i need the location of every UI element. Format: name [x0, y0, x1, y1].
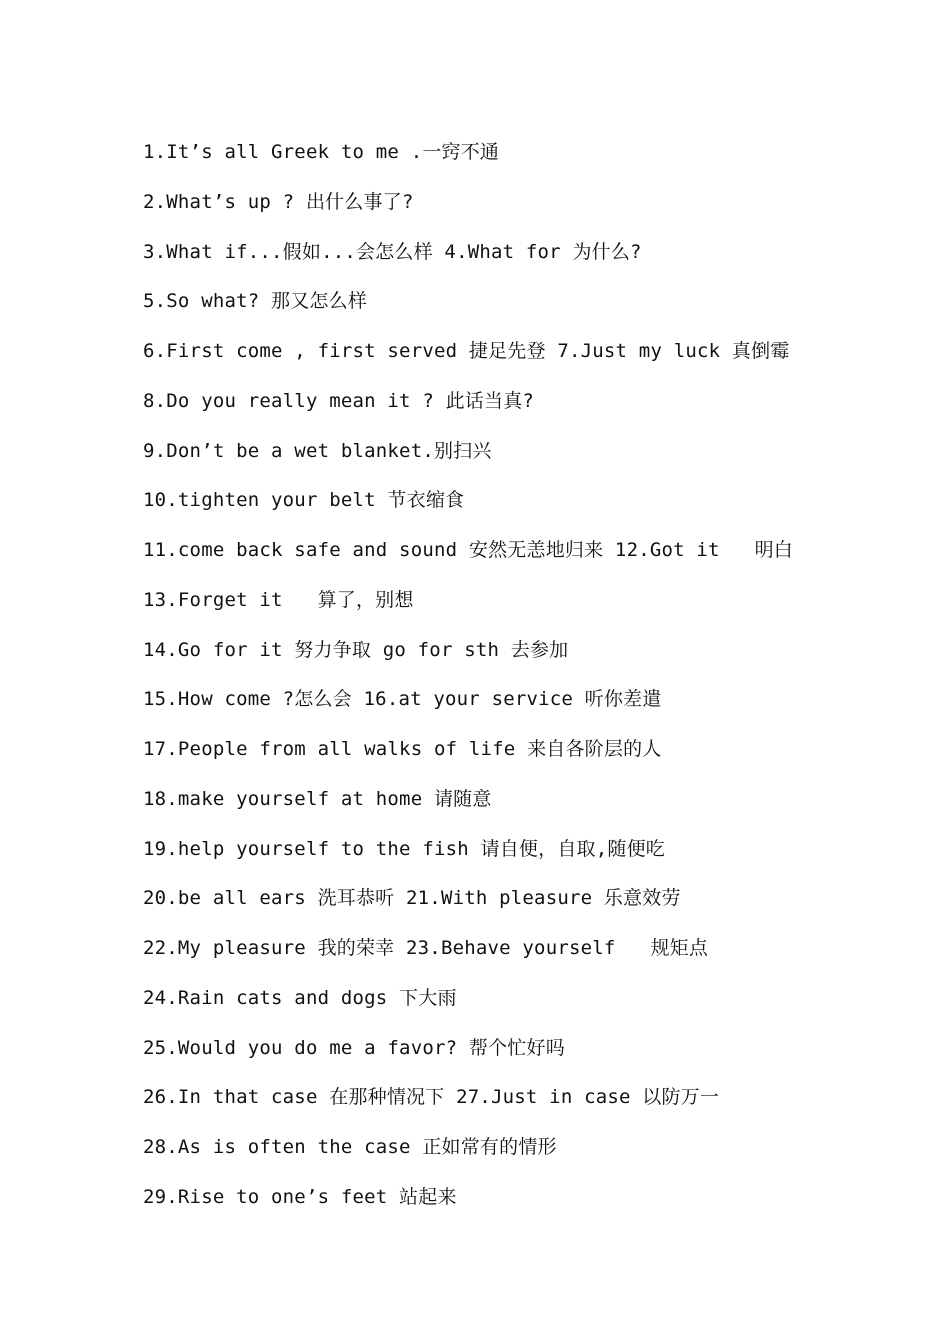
- phrase-line: 10.tighten your belt 节衣缩食: [143, 489, 465, 512]
- phrase-line: 26.In that case 在那种情况下 27.Just in case 以防万一: [143, 1086, 720, 1109]
- phrase-line: 13.Forget it 算了，别想: [143, 588, 414, 611]
- phrase-line: 18.make yourself at home 请随意: [143, 787, 492, 810]
- phrase-line: 22.My pleasure 我的荣幸 23.Behave yourself 规矩点: [143, 937, 709, 959]
- phrase-line: 25.Would you do me a favor? 帮个忙好吗: [143, 1036, 565, 1059]
- phrase-line: 6.First come , first served 捷足先登 7.Just my luck 真倒霉: [143, 340, 790, 362]
- phrase-line: 9.Don’t be a wet blanket.别扫兴: [143, 439, 492, 462]
- phrase-line: 14.Go for it 努力争取 go for sth 去参加: [143, 638, 569, 661]
- phrase-line: 5.So what? 那又怎么样: [143, 290, 368, 313]
- phrase-line: 1.It’s all Greek to me .一窍不通: [143, 141, 500, 163]
- phrase-line: 28.As is often the case 正如常有的情形: [143, 1136, 557, 1158]
- phrase-line: 19.help yourself to the fish 请自便，自取,随便吃: [143, 837, 665, 860]
- phrase-line: 8.Do you really mean it ? 此话当真?: [143, 389, 535, 412]
- phrase-line: 17.People from all walks of life 来自各阶层的人: [143, 738, 662, 760]
- phrase-line: 20.be all ears 洗耳恭听 21.With pleasure 乐意效劳: [143, 887, 681, 910]
- phrase-line: 11.come back safe and sound 安然无恙地归来 12.Got it 明白: [143, 539, 793, 561]
- phrase-line: 15.How come ?怎么会 16.at your service 听你差遣: [143, 688, 662, 711]
- phrase-line: 29.Rise to one’s feet 站起来: [143, 1185, 457, 1208]
- phrase-line: 3.What if...假如...会怎么样 4.What for 为什么?: [143, 240, 642, 263]
- phrase-line: 24.Rain cats and dogs 下大雨: [143, 986, 457, 1009]
- phrase-line: 2.What’s up ? 出什么事了?: [143, 190, 414, 213]
- phrase-list: [143, 136, 923, 1231]
